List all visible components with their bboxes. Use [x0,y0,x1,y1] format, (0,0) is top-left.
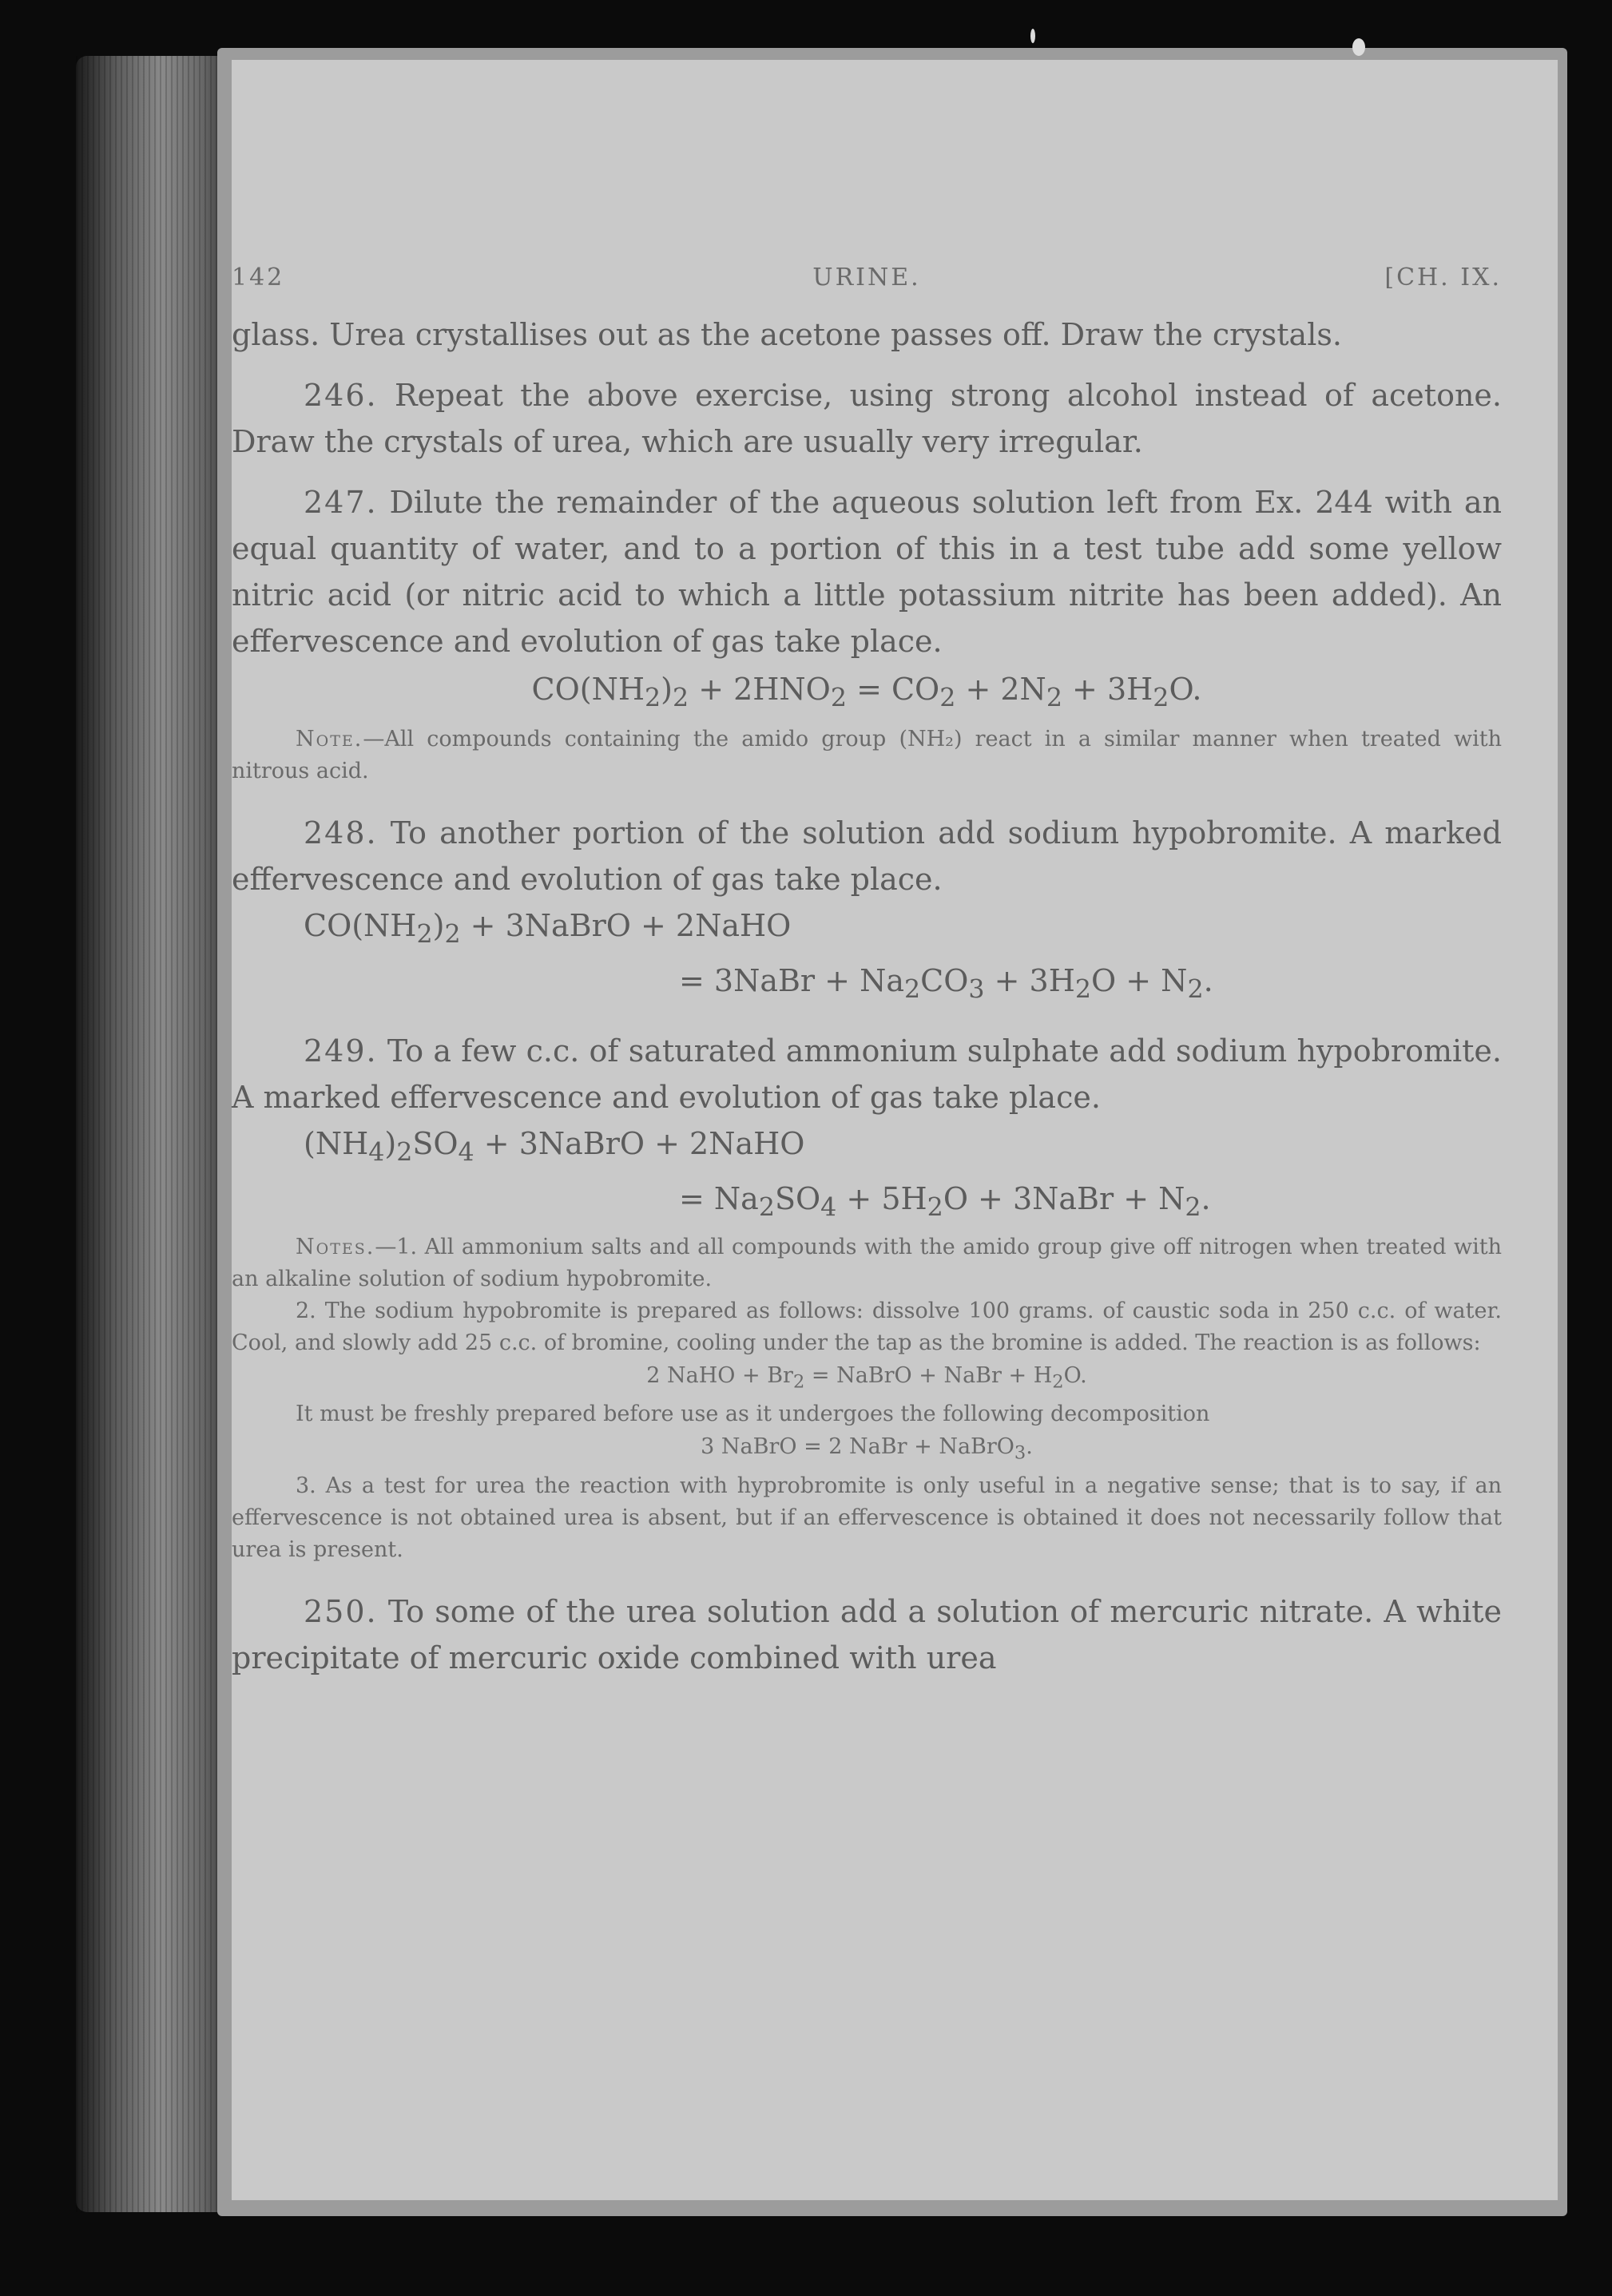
exercise-number: 250. [304,1593,378,1629]
notes-label: Notes. [296,1234,375,1259]
exercise-247 [232,479,1502,664]
exercise-number: 247. [304,485,378,520]
equation-247: $CO(NH_2)_2 + 2HNO_2 = CO_2 + 2N_2 + 3H_2O$. [531,672,1202,713]
exercise-number: 246. [304,378,378,413]
note-249-2b: It must be freshly prepared before use as it undergoes the following decomposition [296,1402,1210,1427]
exercise-text: To another portion of the solution add sodium hypobromite. A marked effervescence and evolution of gas take place. [232,815,1502,897]
equation-248-line2: = 3NaBr + $Na_2CO_3 + 3H_2O + N_2$. [679,963,1213,1005]
note-249-3: 3. As a test for urea the reaction with hyprobromite is only useful in a negative sense; that is to say, if an effervescence is not obtained urea is absent, but if an effervescence is obtained it does not necessarily follow that urea is present. [232,1473,1502,1562]
exercise-text: To some of the urea solution add a solution of mercuric nitrate. A white precipitate of mercuric oxide combined with urea [232,1593,1502,1675]
note-249-2: 2. The sodium hypobromite is prepared as follows: dissolve 100 grams. of caustic soda in 250 c.c. of water. Cool, and slowly add 25 c.c. of bromine, cooling under the tap as the bromine is added. The reaction is as follows: [232,1298,1502,1355]
note-247 [232,724,1502,787]
exercise-text: To a few c.c. of saturated ammonium sulphate add sodium hypobromite. A marked effervescence and evolution of gas take place. [232,1033,1502,1115]
dust-speck [1030,29,1035,43]
equation-249-line1: $(NH_4)_2SO_4$ + 3NaBrO + 2NaHO [304,1125,805,1168]
page-number: 142 [232,264,285,291]
decomposition-equation: 3 NaBrO = 2 NaBr + NaBrO$_3$. [701,1434,1033,1464]
equation-249-line2: = $Na_2SO_4 + 5H_2O$ + 3NaBr + $N_2$. [679,1181,1211,1223]
running-title: URINE. [812,264,921,291]
reaction-equation: 2 NaHO + $Br_2$ = NaBrO + NaBr + $H_2O$. [646,1362,1087,1393]
dust-speck [1352,38,1365,56]
running-head [232,264,1502,311]
paragraph-continued: glass. Urea crystallises out as the acetone passes off. Draw the crystals. [232,317,1342,352]
exercise-249 [232,1028,1502,1120]
page-text [232,264,1502,1681]
exercise-text: Repeat the above exercise, using strong alcohol instead of acetone. Draw the crystals of urea, which are usually very irregular. [232,378,1502,459]
note-text: —All compounds containing the amido group (NH₂) react in a similar manner when treated with nitrous acid. [232,726,1502,783]
exercise-number: 248. [304,815,378,851]
exercise-text: Dilute the remainder of the aqueous solution left from Ex. 244 with an equal quantity of water, and to a portion of this in a test tube add some yellow nitric acid (or nitric acid to which a little potassium nitrite has been added). An effervescence and evolution of gas take place. [232,485,1502,659]
note-label: Note. [296,726,363,751]
equation-248-line1: $CO(NH_2)_2$ + 3NaBrO + 2NaHO [304,907,792,950]
note-text: —1. All ammonium salts and all compounds with the amido group give off nitrogen when treated with an alkaline solution of sodium hypobromite. [232,1234,1502,1291]
book-spine [76,56,232,2212]
chapter-label: [CH. IX. [1384,264,1502,291]
note-249-1 [232,1231,1502,1295]
exercise-246 [232,372,1502,465]
exercise-250 [232,1588,1502,1681]
exercise-number: 249. [304,1033,378,1069]
exercise-248 [232,810,1502,902]
